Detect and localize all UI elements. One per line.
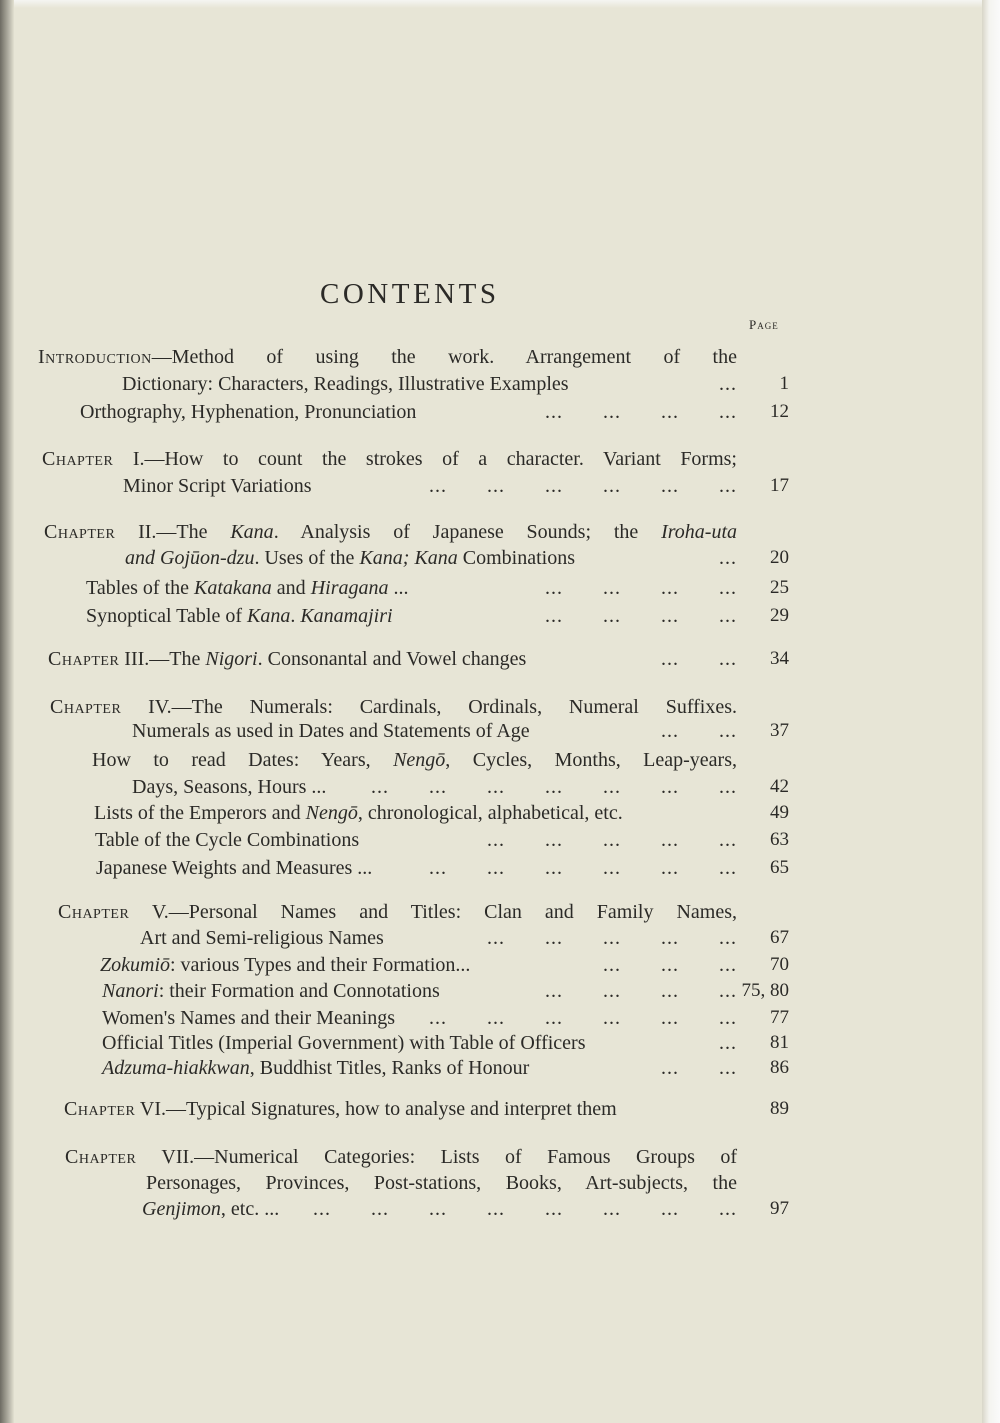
entry-text [92,747,737,773]
entry-text [102,1030,586,1056]
entry-text [142,1196,279,1222]
entry-text-run: Official Titles (Imperial Government) with Table of Officers [102,1032,586,1054]
section-label: Introduction [38,346,152,368]
page-number: 63 [770,829,789,850]
entry-text-run: Minor Script Variations [123,475,312,497]
entry-text [96,855,372,881]
entry-text-run: V.—Personal Names and Titles: Clan and Family Names, [129,901,737,923]
dot-leader: ... ... ... ... ... ... [429,475,737,497]
section-label: Chapter [44,521,116,543]
toc-entry-line [146,1170,737,1196]
dot-leader: ... ... ... ... [545,605,737,627]
toc-entry-line [38,344,737,370]
entry-text-run: , chronological, alphabetical, etc. [357,802,623,824]
page-number: 70 [770,954,789,975]
entry-text-run: Synoptical Table of [86,605,247,627]
section-label: Chapter [58,901,130,923]
toc-entry-line [95,827,789,853]
dot-leader: ... ... ... ... [545,401,737,423]
entry-text-run: , Cycles, Months, Leap-years, [445,749,737,771]
entry-text [80,399,416,425]
italic-term: Hiragana [310,577,389,599]
italic-term: Nanori [102,980,159,1002]
entry-text [140,925,384,951]
section-label: Chapter [50,696,122,718]
entry-text [102,978,440,1004]
entry-text [95,827,359,853]
toc-entry-line [65,1144,737,1170]
entry-text [86,575,408,601]
entry-text-run: VI.—Typical Signatures, how to analyse and interpret them [135,1098,617,1120]
entry-text [50,694,737,720]
toc-entry-line [142,1196,789,1222]
page-column-heading: Page [749,317,779,332]
toc-entry-line [48,646,789,672]
dot-leader: ... ... [661,648,737,670]
entry-text [122,371,569,397]
toc-entry-line [123,473,789,499]
entry-text-run: —Method of using the work. Arrangement of the [151,346,737,368]
section-label: Chapter [65,1146,137,1168]
toc-entry-line [80,399,789,425]
entry-text-run: II.—The [115,521,231,543]
toc-entry-line [102,1005,789,1031]
entry-text [65,1144,737,1170]
entry-text-run: Tables of the [86,577,195,599]
book-gutter [0,0,14,1423]
entry-text-run: . [290,605,301,627]
entry-text-run: IV.—The Numerals: Cardinals, Ordinals, Numeral Suffixes. [121,696,737,718]
entry-text [38,344,737,370]
toc-entry-line [86,575,789,601]
entry-text-run: I.—How to count the strokes of a character. Variant Forms; [113,448,737,470]
entry-text-run: Personages, Provinces, Post-stations, Books, Art-subjects, the [146,1172,737,1194]
dot-leader: ... [719,547,737,569]
toc-entry-line [100,952,789,978]
toc-entry-line [64,1096,789,1122]
page-number: 49 [770,802,789,823]
toc-entry-line [102,978,789,1004]
toc-entry-line [50,694,737,720]
dot-leader: ... ... ... [603,954,737,976]
entry-text [132,774,326,800]
entry-text-run: Days, Seasons, Hours ... [132,776,327,798]
italic-term: Kana [246,605,291,627]
entry-text-run: , etc. ... [220,1198,280,1220]
dot-leader: ... ... [661,1057,737,1079]
entry-text [42,446,737,472]
entry-text [64,1096,617,1122]
page-number: 97 [770,1198,789,1219]
section-label: Chapter [42,448,114,470]
toc-entry-line [42,446,737,472]
dot-leader: ... [719,1032,737,1054]
entry-text-run: . Consonantal and Vowel changes [257,648,527,670]
dot-leader: ... ... ... ... ... ... [429,857,737,879]
page-number: 12 [770,401,789,422]
italic-term: and Gojūon-dzu [125,547,255,569]
entry-text [44,519,737,545]
entry-text [94,800,623,826]
page-number: 25 [770,577,789,598]
italic-term: Iroha-uta [661,521,737,543]
entry-text-run: Combinations [457,547,576,569]
toc-entry-line [94,800,789,826]
page-number: 75, 80 [741,980,789,1001]
italic-term: Nengō [393,749,446,771]
entry-text-run: Japanese Weights and Measures ... [96,857,373,879]
toc-entry-line [86,603,789,629]
dot-leader: ... ... ... ... ... [487,927,737,949]
entry-text [86,603,393,629]
dot-leader: ... ... ... ... ... ... ... [371,776,737,798]
section-label: Chapter [64,1098,136,1120]
italic-term: Nengō [305,802,358,824]
page-top-edge [0,0,1000,8]
page-number: 37 [770,720,789,741]
page-number: 86 [770,1057,789,1078]
dot-leader: ... ... ... ... ... ... ... ... [313,1198,737,1220]
entry-text-run: VII.—Numerical Categories: Lists of Famous Groups of [136,1146,737,1168]
contents-title: CONTENTS [320,278,500,310]
toc-entry-line [102,1030,789,1056]
toc-entry-line [132,718,789,744]
entry-text [102,1055,529,1081]
entry-text-run: : their Formation and Connotations [158,980,440,1002]
entry-text-run: Table of the Cycle Combinations [95,829,360,851]
toc-entry-line [140,925,789,951]
entry-text [58,899,737,925]
entry-text-run: Art and Semi-religious Names [140,927,384,949]
italic-term: Nigori [205,648,258,670]
entry-text-run: Orthography, Hyphenation, Pronunciation [80,401,417,423]
dot-leader: ... ... ... ... ... ... [429,1007,737,1029]
page-number: 34 [770,648,789,669]
entry-text-run: and [271,577,311,599]
entry-text-run: Lists of the Emperors and [94,802,306,824]
toc-entry-line [102,1055,789,1081]
toc-entry-line [125,545,789,571]
entry-text [132,718,530,744]
entry-text [48,646,526,672]
dot-leader: ... ... ... ... ... [487,829,737,851]
page-number: 89 [770,1098,789,1119]
entry-text [100,952,470,978]
entry-text-run: How to read Dates: Years, [92,749,394,771]
page-number: 67 [770,927,789,948]
entry-text [102,1005,395,1031]
entry-text [123,473,312,499]
page-number: 1 [779,373,789,394]
entry-text-run: . Analysis of Japanese Sounds; the [273,521,662,543]
entry-text [125,545,575,571]
page-number: 17 [770,475,789,496]
dot-leader: ... ... ... ... [545,980,737,1002]
italic-term: Kana [230,521,274,543]
entry-text [146,1170,737,1196]
italic-term: Genjimon [142,1198,221,1220]
toc-entry-line [58,899,737,925]
section-label: Chapter [48,648,120,670]
page-right-edge [982,0,1000,1423]
page-number: 77 [770,1007,789,1028]
italic-term: Kanamajiri [300,605,393,627]
toc-entry-line [122,371,789,397]
toc-entry-line [96,855,789,881]
entry-text-run: Numerals as used in Dates and Statements of Age [132,720,530,742]
entry-text-run: Dictionary: Characters, Readings, Illustrative Examples [122,373,569,395]
page-number: 65 [770,857,789,878]
dot-leader: ... [719,373,737,395]
entry-text-run: . Uses of the [254,547,360,569]
toc-entry-line [132,774,789,800]
dot-leader: ... ... [661,720,737,742]
entry-text-run: III.—The [119,648,206,670]
entry-text-run: , Buddhist Titles, Ranks of Honour [249,1057,530,1079]
italic-term: Kana; Kana [359,547,458,569]
toc-entry-line [44,519,737,545]
italic-term: Katakana [194,577,272,599]
entry-text-run: : various Types and their Formation... [170,954,471,976]
toc-entry-line [92,747,737,773]
page-number: 29 [770,605,789,626]
page-number: 81 [770,1032,789,1053]
page-number: 42 [770,776,789,797]
entry-text-run: ... [388,577,409,599]
italic-term: Adzuma-hiakkwan [102,1057,250,1079]
dot-leader: ... ... ... ... [545,577,737,599]
entry-text-run: Women's Names and their Meanings [102,1007,396,1029]
page-number: 20 [770,547,789,568]
italic-term: Zokumiō [100,954,170,976]
